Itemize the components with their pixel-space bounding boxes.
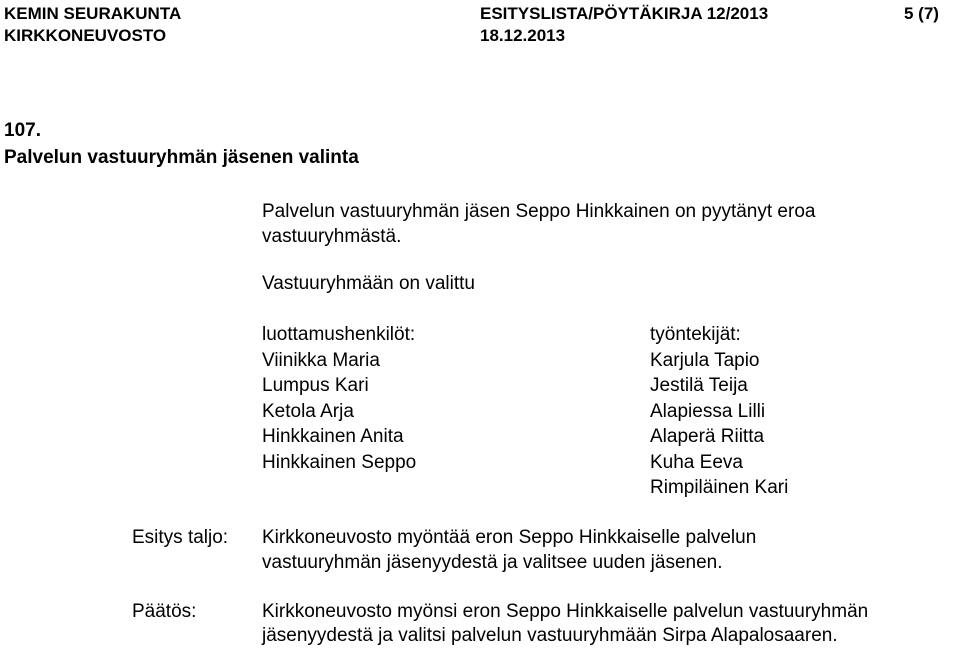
trustees-heading: luottamushenkilöt:: [262, 324, 416, 345]
employees-list: [650, 322, 788, 501]
section-title: Palvelun vastuuryhmän jäsenen valinta: [4, 147, 359, 168]
intro-line-1: Palvelun vastuuryhmän jäsen Seppo Hinkkainen on pyytänyt eroa: [262, 201, 816, 222]
trustees-list: [262, 322, 416, 475]
decision-line-2: jäsenyydestä ja valitsi palvelun vastuuryhmään Sirpa Alapalosaaren.: [262, 625, 838, 646]
header-page-number: 5 (7): [904, 4, 939, 23]
section-number: 107.: [4, 120, 41, 141]
header-body: KIRKKONEUVOSTO: [4, 26, 167, 45]
list-item: Lumpus Kari: [262, 375, 369, 396]
list-item: Karjula Tapio: [650, 349, 760, 371]
decision-label: Päätös:: [132, 601, 197, 622]
list-item: Hinkkainen Seppo: [262, 451, 417, 473]
header-date: 18.12.2013: [480, 26, 566, 45]
header-document-type: ESITYSLISTA/PÖYTÄKIRJA 12/2013: [480, 4, 769, 23]
proposal-line-1: Kirkkoneuvosto myöntää eron Seppo Hinkkaiselle palvelun: [262, 527, 757, 548]
list-item: Alaperä Riitta: [650, 426, 765, 447]
proposal-label: Esitys taljo:: [132, 527, 229, 548]
list-item: Rimpiläinen Kari: [650, 477, 789, 498]
decision-line-1: Kirkkoneuvosto myönsi eron Seppo Hinkkaiselle palvelun vastuuryhmän: [262, 601, 869, 622]
list-item: Viinikka Maria: [262, 349, 380, 371]
header-organization: KEMIN SEURAKUNTA: [4, 4, 182, 23]
elected-heading: Vastuuryhmään on valittu: [262, 273, 475, 294]
list-item: Hinkkainen Anita: [262, 426, 404, 447]
proposal-line-2: vastuuryhmän jäsenyydestä ja valitsee uuden jäsenen.: [262, 552, 723, 573]
list-item: Jestilä Teija: [650, 375, 748, 396]
employees-heading: työntekijät:: [650, 324, 741, 345]
list-item: Ketola Arja: [262, 400, 354, 422]
list-item: Kuha Eeva: [650, 451, 743, 473]
intro-line-2: vastuuryhmästä.: [262, 226, 402, 247]
list-item: Alapiessa Lilli: [650, 400, 766, 422]
